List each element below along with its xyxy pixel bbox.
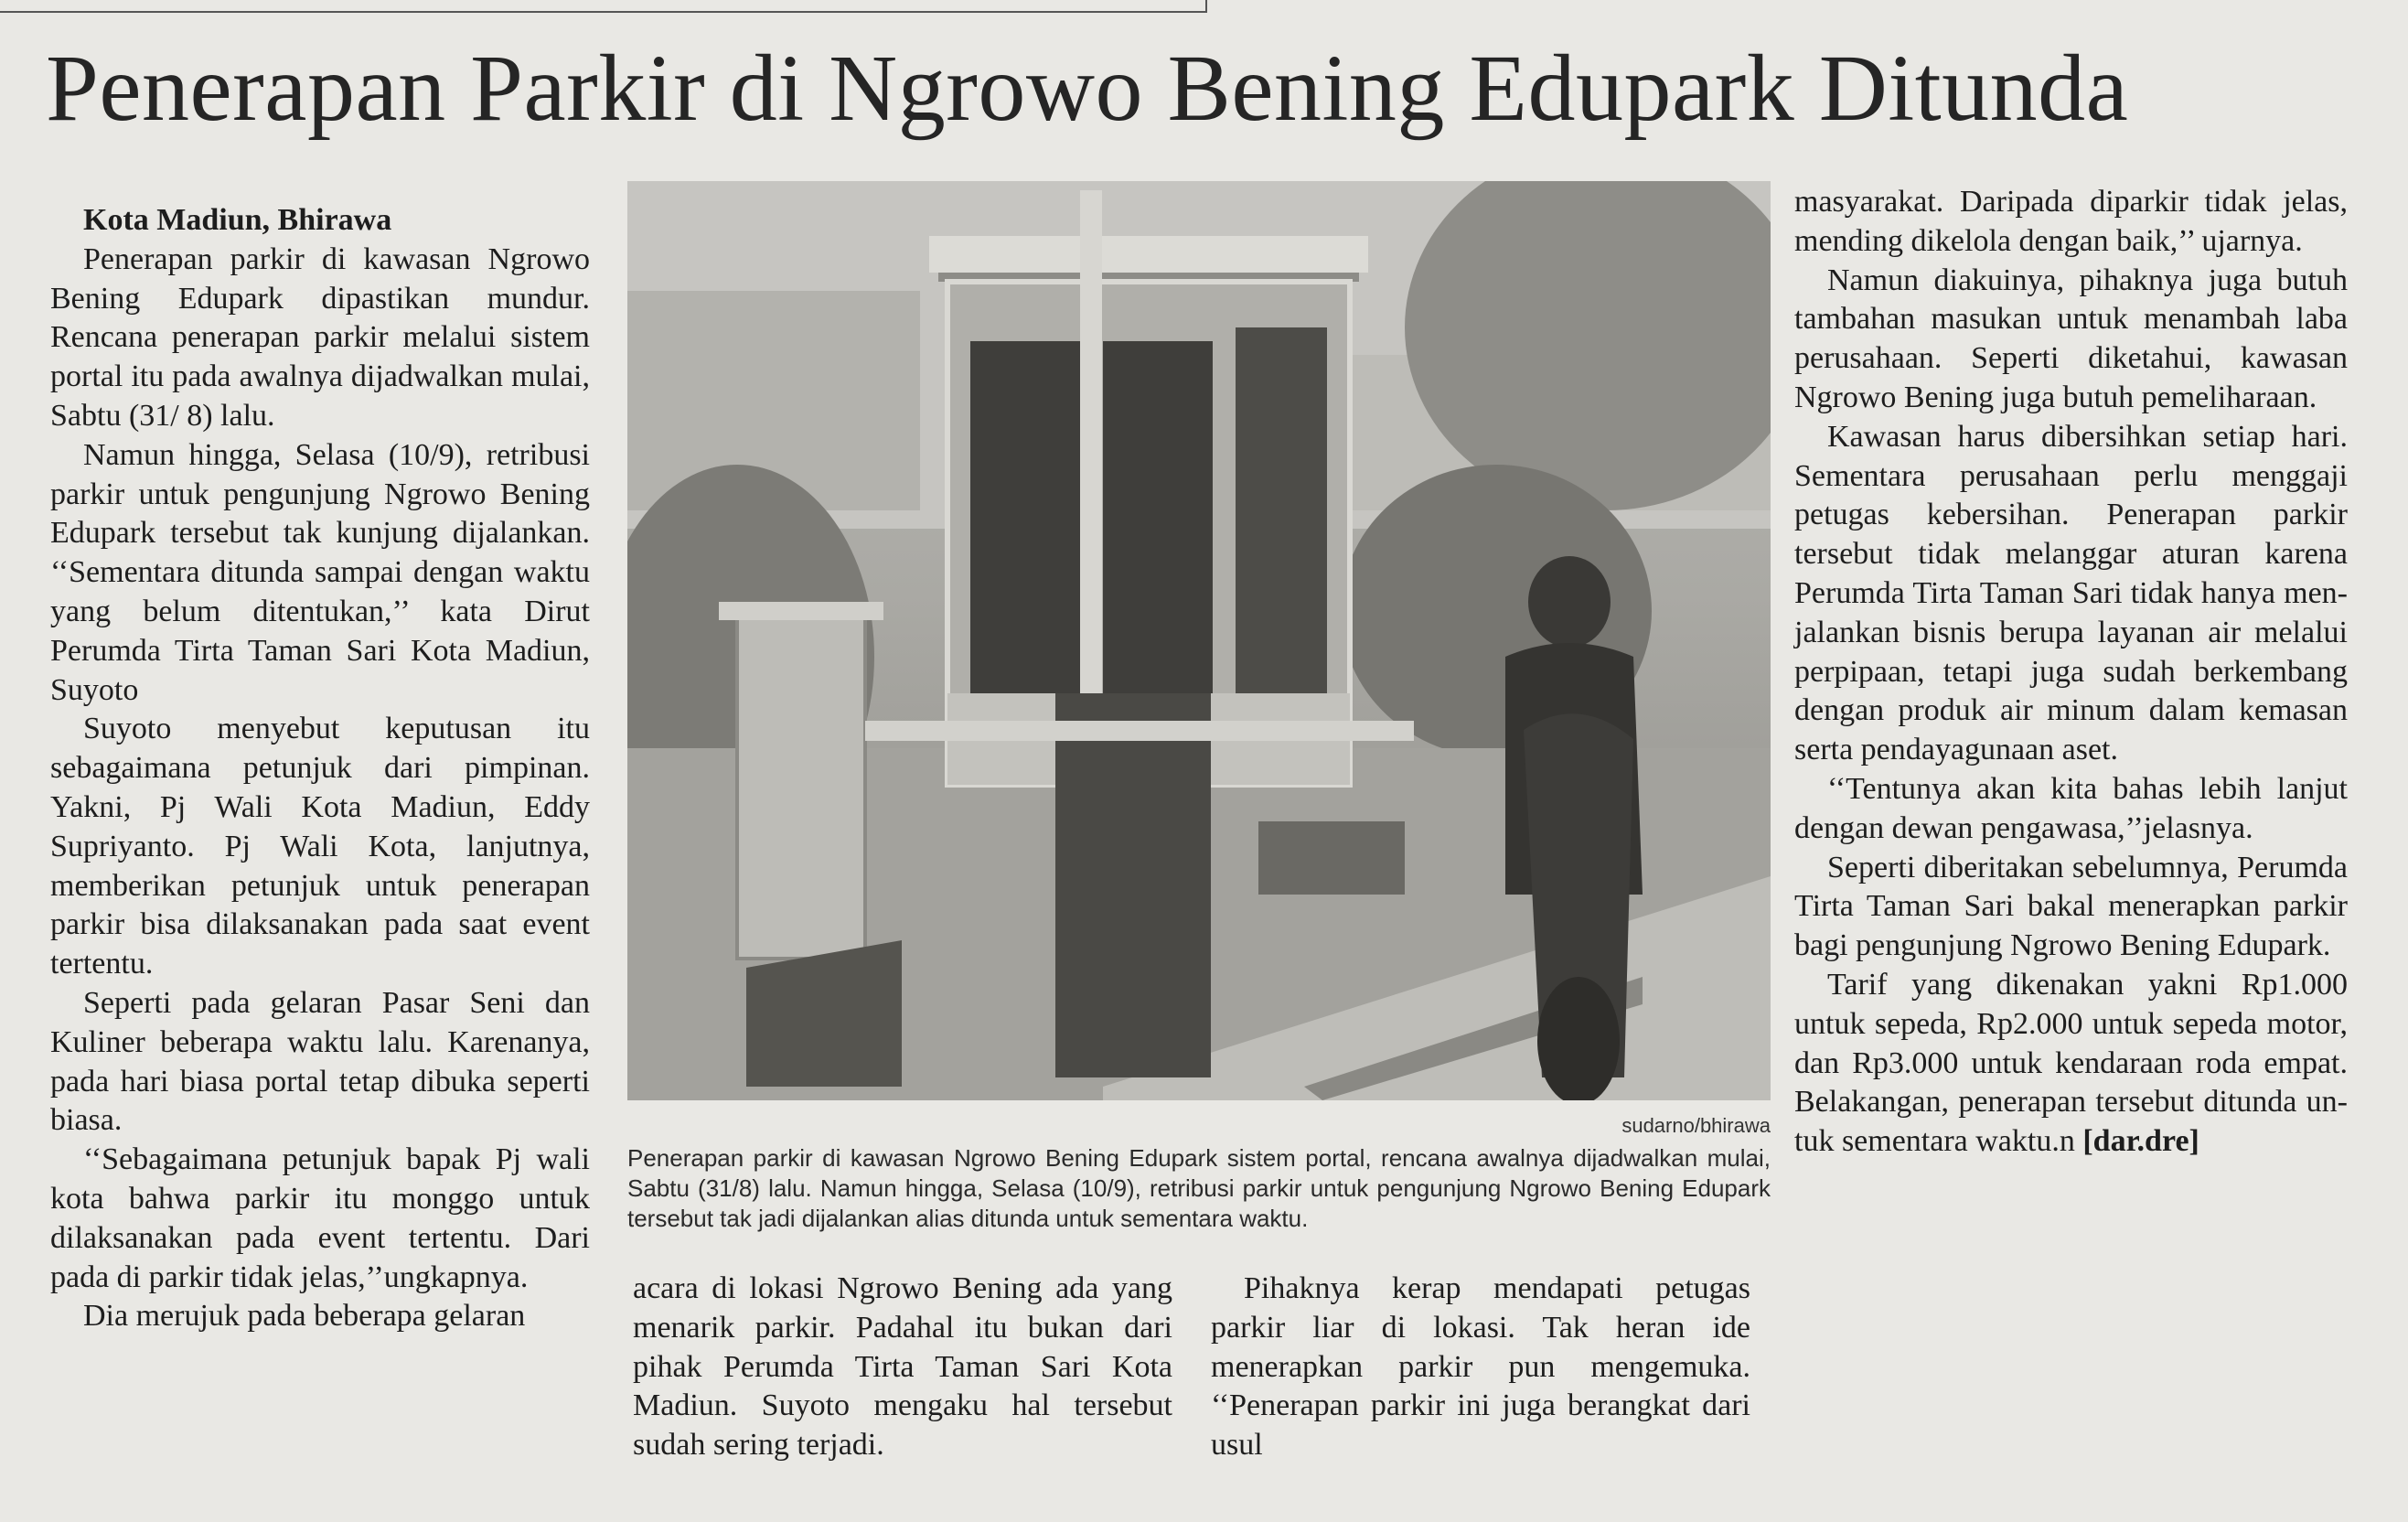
column-3 xyxy=(1211,1270,1750,1465)
headline: Penerapan Parkir di Ngrowo Bening Edupark Ditunda xyxy=(46,36,2129,141)
paragraph: Pihaknya kerap mendapati petugas parkir liar di lokasi. Tak heran ide menerapkan parkir pun mengemuka. ‘‘Penerapan parkir ini juga berangkat dari usul xyxy=(1211,1271,1750,1463)
photo-caption: Penerapan parkir di kawasan Ngrowo Bening Edupark sistem portal, rencana awalnya dijadwalkan mulai, Sabtu (31/8) lalu. Namun hingga, Selasa (10/9), retribusi parkir untuk pengunjung Ngrowo Bening Edupark tersebut tak jadi dijalankan alias ditunda untuk sementara waktu. xyxy=(627,1144,1771,1232)
paragraph: acara di lokasi Ngrowo Bening ada yang menarik parkir. Padahal itu bukan dari pihak Perumda Tirta Taman Sari Kota Madiun. Suyoto mengaku hal tersebut sudah sering terjadi. xyxy=(633,1271,1172,1463)
paragraph: Kawasan harus dibersihkan setiap hari. Sementara perusahaan perlu menggaji petugas kebersihan. Penerapan parkir tersebut tidak melanggar aturan karena Perumda Tirta Taman Sari tidak hanya menjalankan bisnis berupa layanan air melalui perpipaan, tetapi juga sudah berkembang dengan produk air minum dalam kemasan serta pendayagunaan aset. xyxy=(1794,419,2348,767)
paragraph: ‘‘Tentunya akan kita bahas lebih lanjut dengan dewan pengawasa,’’jelasnya. xyxy=(1794,771,2348,845)
news-photo xyxy=(627,181,1771,1100)
column-1 xyxy=(50,201,590,1336)
dateline: Kota Madiun, Bhirawa xyxy=(83,203,392,237)
column-4 xyxy=(1794,183,2348,1162)
column-2 xyxy=(633,1270,1172,1465)
paragraph: Penerapan parkir di kawasan Ngrowo Bening Edupark dipastikan mundur. Rencana penerapan parkir melalui sistem portal itu pada awalnya dijadwalkan mulai, Sabtu (31/ 8) lalu. xyxy=(50,241,590,433)
top-rule-corner xyxy=(1205,0,1207,13)
paragraph: Suyoto menyebut keputusan itu sebagaimana petunjuk dari pimpinan. Yakni, Pj Wali Kota Madiun, Eddy Supriyanto. Pj Wali Kota, lanjutnya, memberikan petunjuk untuk penerapan parkir bisa dilaksanakan pada saat event tertentu. xyxy=(50,712,590,981)
photo-credit: sudarno/bhirawa xyxy=(1621,1114,1771,1137)
author-signature: [dar.dre] xyxy=(2082,1124,2199,1159)
paragraph: Namun hingga, Selasa (10/9), retribusi parkir untuk pengunjung Ngrowo Bening Edupark tersebut tak kunjung dijalankan. ‘‘Sementara ditunda sampai dengan waktu yang belum ditentukan,’’ kata Dirut Perumda Tirta Taman Sari Kota Madiun, Suyoto xyxy=(50,437,590,707)
paragraph: ‘‘Sebagaimana petunjuk bapak Pj wali kota bahwa parkir itu monggo untuk dilaksanakan pada event tertentu. Dari pada di parkir tidak jelas,’’ungkapnya. xyxy=(50,1142,590,1294)
paragraph-final xyxy=(1794,966,2348,1162)
paragraph: Seperti diberitakan sebelumnya, Perumda Tirta Taman Sari bakal menerapkan parkir bagi pengunjung Ngrowo Bening Edupark. xyxy=(1794,850,2348,963)
paragraph: Dia merujuk pada beberapa gelaran xyxy=(83,1299,526,1334)
paragraph: Seperti pada gelaran Pasar Seni dan Kuliner beberapa waktu lalu. Karenanya, pada hari biasa portal tetap dibuka seperti biasa. xyxy=(50,985,590,1138)
top-rule xyxy=(0,11,1207,13)
paragraph: masyarakat. Daripada diparkir tidak jelas, mending dikelola dengan baik,’’ ujarnya. xyxy=(1794,185,2348,258)
photo-illustration xyxy=(627,181,1771,1100)
paragraph-text: Tarif yang dikenakan yakni Rp1.000 untuk sepeda, Rp2.000 untuk sepeda motor, dan Rp3.000 untuk kendaraan roda empat. Belakangan, penerapan tersebut ditunda untuk sementara waktu.n xyxy=(1794,967,2348,1159)
paragraph: Namun diakuinya, pihaknya juga butuh tambahan masukan untuk menambah laba perusahaan. Seperti diketahui, kawasan Ngrowo Bening juga butuh pemeliharaan. xyxy=(1794,263,2348,414)
